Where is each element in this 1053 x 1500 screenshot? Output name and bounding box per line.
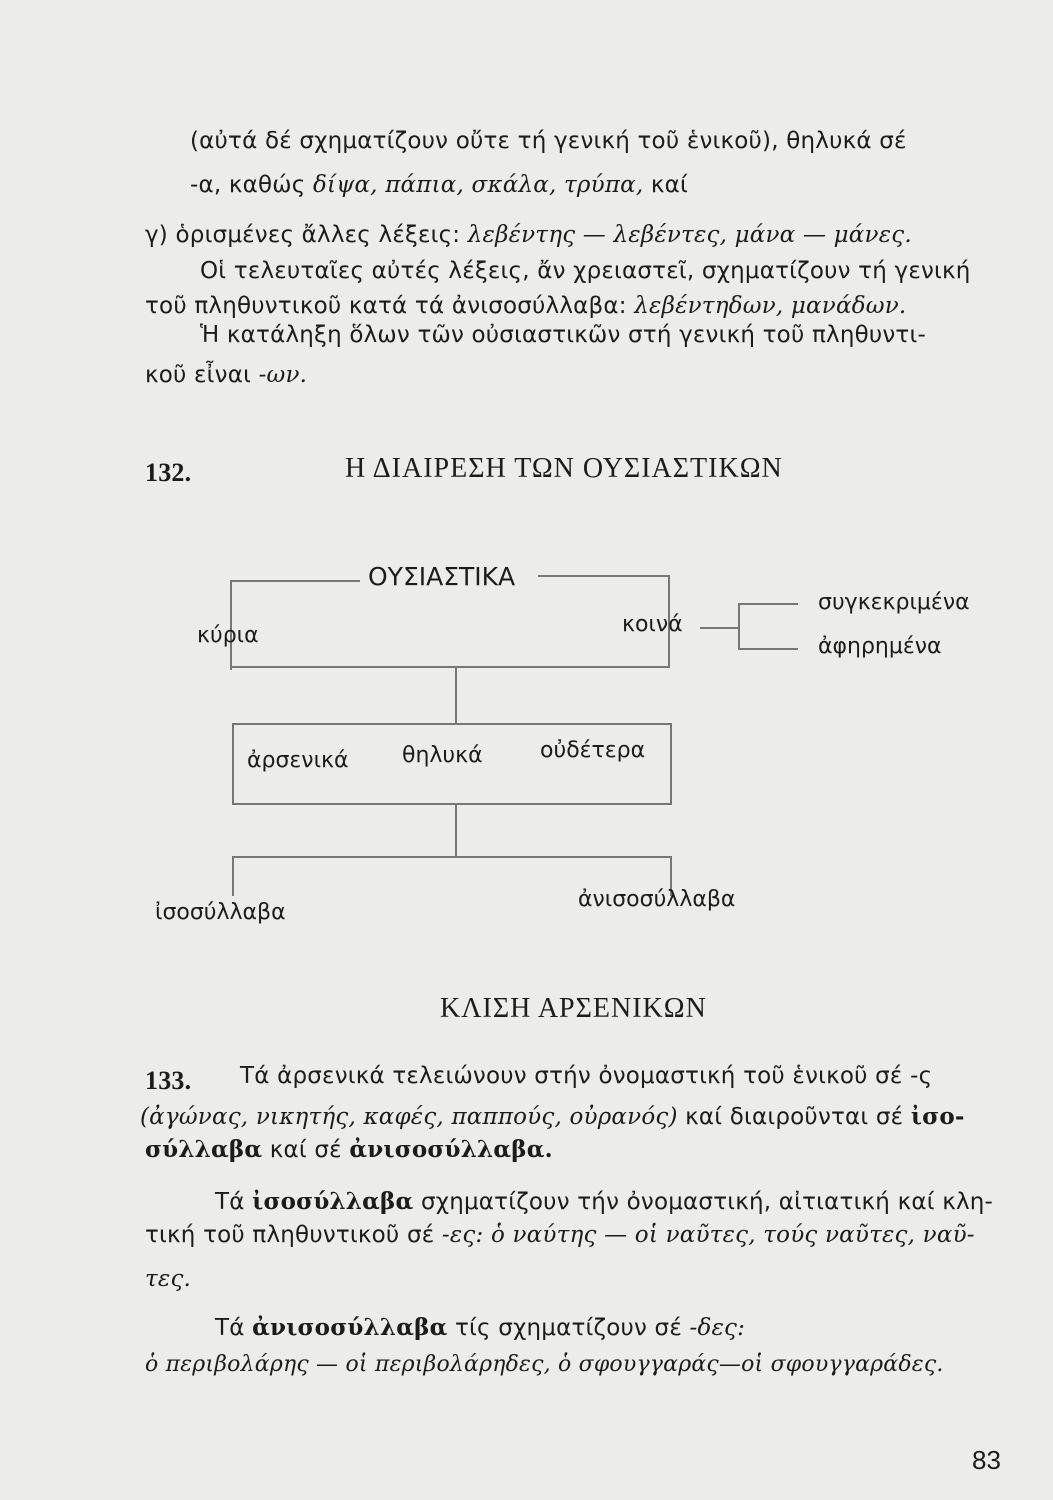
text-segment: καί διαιροῦνται σέ — [685, 1104, 904, 1130]
example-words: (ἀγώνας, νικητής, καφές, παππούς, οὐρανός) — [140, 1104, 678, 1130]
bracket-bottom — [738, 648, 798, 650]
text-line-6: Ἡ κατάληξη ὅλων τῶν οὐσιαστικῶν στή γενική τοῦ πληθυντι- — [200, 322, 926, 348]
section133-para3-line-2: ὁ περιβολάρης — οἱ περιβολάρηδες, ὁ σφουγγαράς—οἱ σφουγγαράδες. — [145, 1352, 944, 1377]
text-segment: σχηματίζουν τήν ὀνομαστική, αἰτιατική καί κλη- — [420, 1189, 994, 1215]
text-segment: καί σέ — [269, 1137, 342, 1163]
text-segment: τική τοῦ πληθυντικοῦ σέ — [145, 1222, 435, 1248]
isosyllabic-label: ἰσοσύλλαβα — [155, 900, 286, 925]
bold-term: ἰσο- — [910, 1103, 965, 1130]
feminine-label: θηλυκά — [402, 743, 483, 768]
split-line — [232, 856, 672, 858]
bold-term: σύλλαβα — [145, 1136, 263, 1163]
example-words: -ες: ὁ ναύτης — οἱ ναῦτες, τούς ναῦτες, ναῦ- — [441, 1222, 975, 1248]
gender-box-left — [232, 723, 234, 805]
text-segment: -α, καθώς — [190, 172, 306, 198]
section133-para2-line-2 — [145, 1222, 975, 1248]
neuter-label: οὐδέτερα — [540, 738, 646, 763]
text-segment: Τά — [215, 1189, 245, 1215]
text-segment: κοῦ εἶναι — [145, 362, 252, 388]
gender-box-top — [232, 723, 672, 725]
common-connector — [700, 627, 738, 629]
text-line-3 — [145, 222, 912, 248]
text-line-4: Οἱ τελευταῖες αὐτές λέξεις, ἄν χρειαστεῖ, σχηματίζουν τή γενική — [200, 258, 971, 284]
section133-para2-line-3: τες. — [145, 1266, 192, 1292]
box-top-left — [230, 580, 360, 582]
text-line-1: (αὐτά δέ σχηματίζουν οὔτε τή γενική τοῦ ἑνικοῦ), θηλυκά σέ — [190, 128, 907, 154]
root-label: ΟΥΣΙΑΣΤΙΚΑ — [368, 562, 516, 591]
ending: -δες: — [689, 1315, 746, 1341]
example-words: λεβέντης — λεβέντες, μάνα — μάνες. — [467, 222, 912, 248]
abstract-label: ἀφηρημένα — [818, 634, 942, 659]
section-title-132: Η ΔΙΑΙΡΕΣΗ ΤΩΝ ΟΥΣΙΑΣΤΙΚΩΝ — [345, 453, 783, 484]
example-words: λεβέντηδων, μανάδων. — [634, 293, 907, 319]
connector-2 — [455, 805, 457, 857]
text-segment: τίς σχηματίζουν σέ — [455, 1315, 682, 1341]
bold-term: ἀνισοσύλλαβα — [252, 1314, 448, 1341]
text-segment: γ) ὁρισμένες ἄλλες λέξεις: — [145, 222, 461, 248]
bold-term: ἀνισοσύλλαβα. — [349, 1136, 553, 1163]
concrete-label: συγκεκριμένα — [818, 590, 970, 615]
split-left — [232, 856, 234, 896]
section-title-declension: ΚΛΙΣΗ ΑΡΣΕΝΙΚΩΝ — [440, 993, 707, 1024]
ending: -ων. — [258, 362, 308, 388]
section133-line-2 — [140, 1103, 965, 1130]
subtype-bracket — [738, 603, 740, 649]
text-line-5 — [145, 293, 906, 319]
common-label: κοινά — [622, 612, 683, 637]
section133-line-3 — [145, 1136, 553, 1163]
anisosyllabic-label: ἀνισοσύλλαβα — [578, 887, 736, 912]
bold-term: ἰσοσύλλαβα — [252, 1188, 414, 1215]
box-bottom — [230, 666, 670, 668]
bracket-top — [738, 603, 798, 605]
section133-para2-line-1 — [215, 1188, 993, 1215]
gender-box-right — [670, 723, 672, 805]
section-number-133: 133. — [145, 1066, 192, 1095]
example-words: δίψα, πάπια, σκάλα, τρύπα, — [312, 172, 644, 198]
masculine-label: ἀρσενικά — [247, 748, 349, 773]
proper-label: κύρια — [197, 623, 259, 648]
section133-line-1: Τά ἀρσενικά τελειώνουν στήν ὀνομαστική τοῦ ἑνικοῦ σέ -ς — [240, 1063, 933, 1089]
text-line-7 — [145, 362, 307, 388]
gender-box-bottom — [232, 803, 672, 805]
section-number-132: 132. — [145, 458, 192, 487]
text-segment: καί — [650, 172, 689, 198]
section133-para3-line-1 — [215, 1314, 745, 1341]
connector-1 — [455, 668, 457, 724]
page-number: 83 — [972, 1445, 1001, 1475]
text-segment: τοῦ πληθυντικοῦ κατά τά ἀνισοσύλλαβα: — [145, 293, 627, 319]
text-line-2 — [190, 172, 688, 198]
box-top-right — [538, 575, 670, 577]
text-segment: Τά — [215, 1315, 245, 1341]
